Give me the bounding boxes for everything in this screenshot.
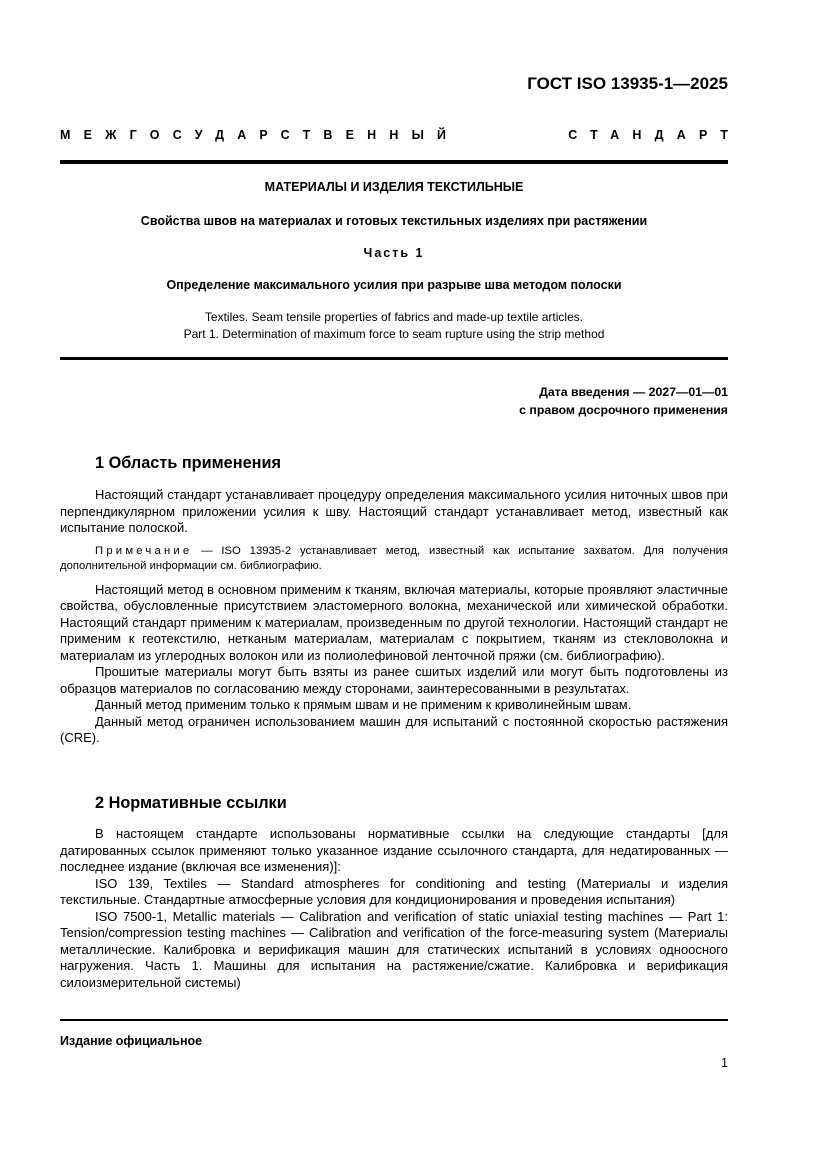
paragraph: В настоящем стандарте использованы нормативные ссылки на следующие стандарты [для датированных ссылок применяют только указанное издание ссылочного стандарта, для недатированных — последнее издание (включая все изменения)]:	[60, 826, 728, 874]
title-rule	[60, 357, 728, 360]
english-title-line2: Part 1. Determination of maximum force to seam rupture using the strip method	[183, 327, 605, 341]
banner-word-interstate: МЕЖГОСУДАРСТВЕННЫЙ	[60, 128, 460, 142]
banner-word-standard: СТАНДАРТ	[568, 128, 742, 142]
part-label: Часть 1	[363, 246, 425, 260]
section-1-body	[60, 487, 728, 747]
paragraph: Прошитые материалы могут быть взяты из ранее сшитых изделий или могут быть подготовлены из образцов материалов по согласованию между сторонами, заинтересованными в результатах.	[60, 664, 728, 696]
subtitle: Свойства швов на материалах и готовых текстильных изделиях при растяжении	[140, 214, 648, 228]
english-title	[60, 309, 728, 343]
introduction-date	[519, 383, 728, 419]
standard-designation: ГОСТ ISO 13935-1—2025	[527, 74, 728, 93]
reference-iso-139: ISO 139, Textiles — Standard atmospheres for conditioning and testing (Материалы и изделия текстильные. Стандартные атмосферные условия для кондиционирования и проведения испытания)	[60, 875, 728, 907]
part-title: Определение максимального усилия при разрыве шва методом полоски	[166, 278, 622, 292]
section-2-body	[60, 826, 728, 991]
early-application-text: с правом досрочного применения	[519, 403, 728, 417]
paragraph: Данный метод ограничен использованием машин для испытаний с постоянной скоростью растяжения (CRE).	[60, 713, 728, 745]
header-rule	[60, 160, 728, 164]
reference-iso-7500-1: ISO 7500-1, Metallic materials — Calibration and verification of static uniaxial testing machines — Part 1: Tension/compression testing machines — Calibration and verification of the force-measuring system (Материалы металлические. Калибровка и верификация машин для статических испытаний в условиях одноосного нагружения. Часть 1. Машины для испытания на растяжение/сжатие. Калибровка и верификация силоизмерительной системы)	[60, 908, 728, 990]
page-number: 1	[721, 1056, 728, 1070]
paragraph: Настоящий метод в основном применим к тканям, включая материалы, которые проявляют эластичные свойства, обусловленные присутствием эластомерного волокна, механической или химической обработки. Настоящий стандарт применим к материалам, произведенным по другой технологии. Настоящий стандарт не применим к геотекстилю, нетканым материалам, материалам с покрытием, тканям из стекловолокна и материалам из углеродных волокон или из полиолефиновой ленточной пряжи (см. библиографию).	[60, 581, 728, 663]
paragraph: Настоящий стандарт устанавливает процедуру определения максимального усилия ниточных швов при перпендикулярном приложении усилия к шву. Настоящий стандарт устанавливает метод, известный как испытание полоской.	[60, 487, 728, 535]
footer-rule	[60, 1019, 728, 1021]
section-1-heading: 1 Область применения	[95, 454, 281, 472]
note	[60, 544, 728, 574]
note-label: Примечание	[95, 544, 193, 557]
intro-date-text: Дата введения — 2027—01—01	[539, 385, 728, 399]
english-title-line1: Textiles. Seam tensile properties of fabrics and made-up textile articles.	[204, 310, 584, 324]
section-2-heading: 2 Нормативные ссылки	[95, 794, 287, 812]
edition-label: Издание официальное	[60, 1034, 203, 1048]
note-text: — ISO 13935-2 устанавливает метод, известный как испытание захватом. Для получения дополнительной информации см. библиографию.	[60, 544, 728, 572]
paragraph: Данный метод применим только к прямым швам и не применим к криволинейным швам.	[95, 697, 632, 712]
main-title: МАТЕРИАЛЫ И ИЗДЕЛИЯ ТЕКСТИЛЬНЫЕ	[264, 180, 524, 194]
